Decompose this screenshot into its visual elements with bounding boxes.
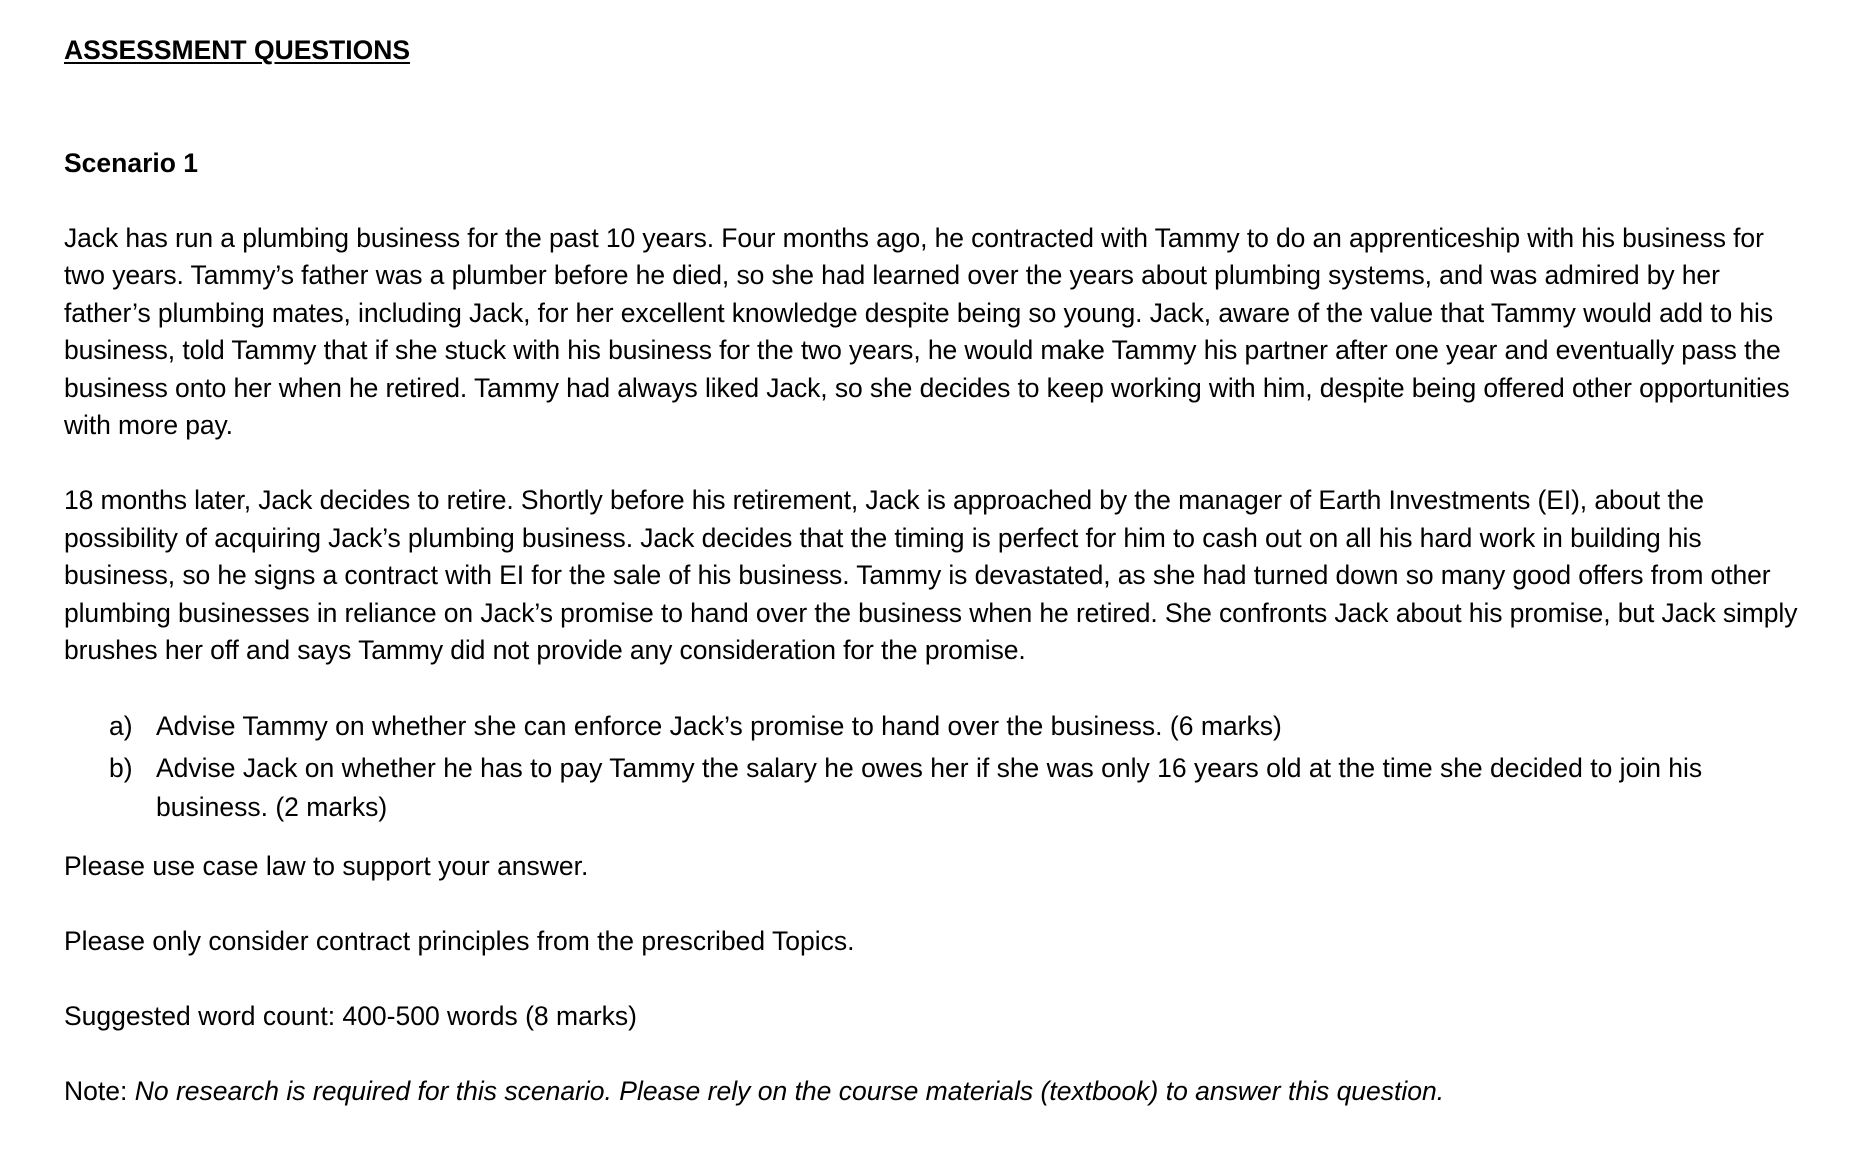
topics-instruction: Please only consider contract principles from the prescribed Topics. xyxy=(64,925,855,956)
question-text-a: Advise Tammy on whether she can enforce Jack’s promise to hand over the business. (6 marks) xyxy=(156,711,1282,741)
case-law-instruction: Please use case law to support your answer. xyxy=(64,850,589,881)
question-label-b: b) xyxy=(109,752,133,783)
scenario-title: Scenario 1 xyxy=(64,147,199,178)
question-item-a xyxy=(64,707,1798,747)
word-count: Suggested word count: 400-500 words (8 marks) xyxy=(64,1000,637,1031)
note-label: Note: xyxy=(64,1075,135,1106)
note-text: No research is required for this scenario. Please rely on the course materials (textbook) to answer this question. xyxy=(134,1075,1445,1106)
question-list xyxy=(64,707,1798,828)
scenario-paragraph-2: 18 months later, Jack decides to retire. Shortly before his retirement, Jack is approached by the manager of Earth Investments (EI), about the possibility of acquiring Jack’s plumbing business. Jack decides that the timing is perfect for him to cash out on all his hard work in building his business, so he signs a contract with EI for the sale of his business. Tammy is devastated, as she had turned down so many good offers from other plumbing businesses in reliance on Jack’s promise to hand over the business when he retired. She confronts Jack about his promise, but Jack simply brushes her off and says Tammy did not provide any consideration for the promise. xyxy=(64,485,1798,665)
question-label-a: a) xyxy=(109,711,133,741)
question-item-b xyxy=(64,749,1798,828)
scenario-paragraph-1: Jack has run a plumbing business for the past 10 years. Four months ago, he contracted with Tammy to do an apprenticeship with his business for two years. Tammy’s father was a plumber before he died, so she had learned over the years about plumbing systems, and was admired by her father’s plumbing mates, including Jack, for her excellent knowledge despite being so young. Jack, aware of the value that Tammy would add to his business, told Tammy that if she stuck with his business for the two years, he would make Tammy his partner after one year and eventually pass the business onto her when he retired. Tammy had always liked Jack, so she decides to keep working with him, despite being offered other opportunities with more pay. xyxy=(64,222,1790,440)
note xyxy=(64,1073,1798,1111)
question-text-b: Advise Jack on whether he has to pay Tammy the salary he owes her if she was only 16 years old at the time she decided to join his business. (2 marks) xyxy=(156,752,1703,822)
page-title: ASSESSMENT QUESTIONS xyxy=(64,35,411,65)
